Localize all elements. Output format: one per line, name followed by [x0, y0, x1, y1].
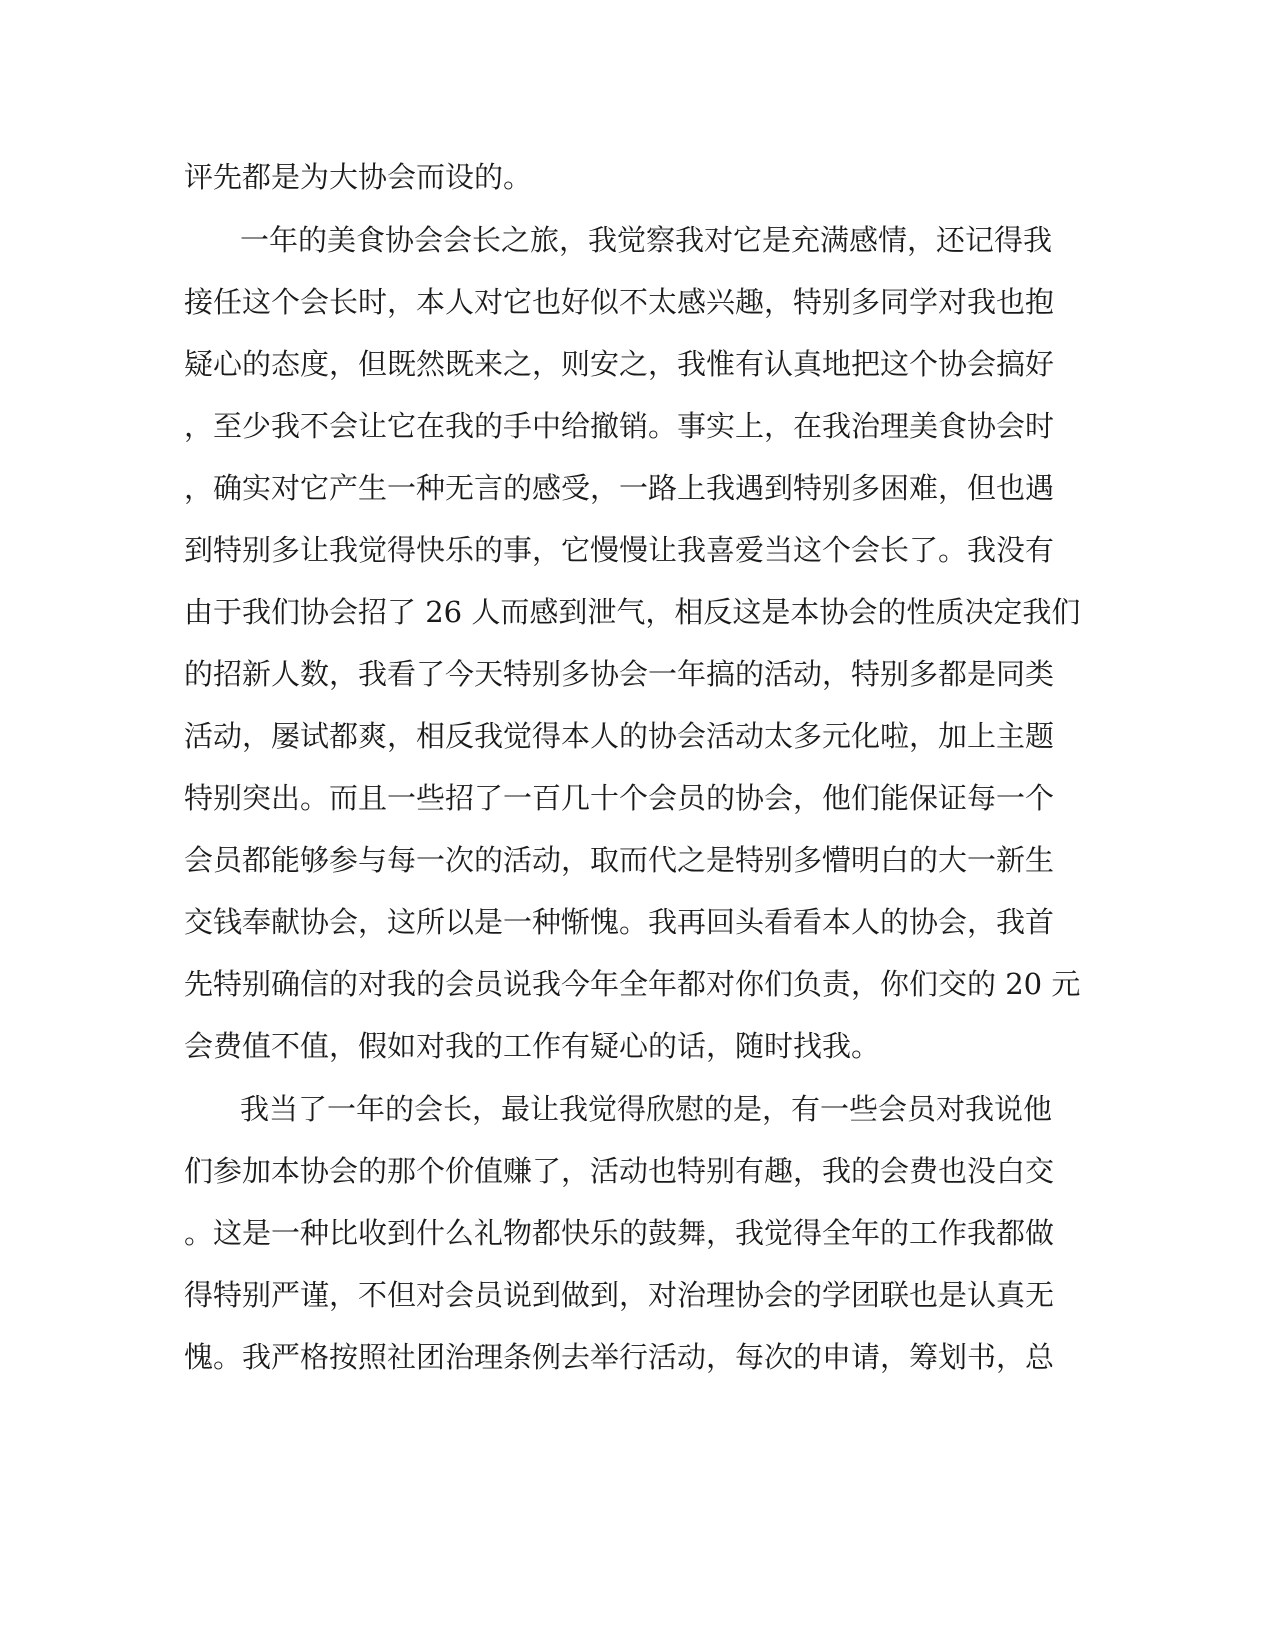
- text-line: 会员都能够参与每一次的活动，取而代之是特别多懵明白的大一新生: [184, 843, 1055, 877]
- text-line: ，确实对它产生一种无言的感受，一路上我遇到特别多困难，但也遇: [184, 471, 1055, 505]
- text-line: ，至少我不会让它在我的手中给撤销。事实上，在我治理美食协会时: [184, 409, 1055, 443]
- text-line: 活动，屡试都爽，相反我觉得本人的协会活动太多元化啦，加上主题: [184, 719, 1055, 753]
- text-line: 们参加本协会的那个价值赚了，活动也特别有趣，我的会费也没白交: [184, 1154, 1055, 1188]
- text-line: 特别突出。而且一些招了一百几十个会员的协会，他们能保证每一个: [184, 781, 1055, 815]
- paragraph-first-line: 一年的美食协会会长之旅，我觉察我对它是充满感情，还记得我: [240, 223, 1053, 257]
- text-line: 会费值不值，假如对我的工作有疑心的话，随时找我。: [184, 1029, 881, 1063]
- text-line: 愧。我严格按照社团治理条例去举行活动，每次的申请，筹划书，总: [184, 1340, 1055, 1374]
- text-line: 评先都是为大协会而设的。: [184, 160, 533, 194]
- text-line: 到特别多让我觉得快乐的事，它慢慢让我喜爱当这个会长了。我没有: [184, 533, 1055, 567]
- text-line: 疑心的态度，但既然既来之，则安之，我惟有认真地把这个协会搞好: [184, 347, 1055, 381]
- text-line: 的招新人数，我看了今天特别多协会一年搞的活动，特别多都是同类: [184, 657, 1055, 691]
- text-line: 交钱奉献协会，这所以是一种惭愧。我再回头看看本人的协会，我首: [184, 905, 1055, 939]
- paragraph-first-line: 我当了一年的会长，最让我觉得欣慰的是，有一些会员对我说他: [240, 1092, 1053, 1126]
- text-line: 得特别严谨，不但对会员说到做到，对治理协会的学团联也是认真无: [184, 1278, 1055, 1312]
- text-line: 由于我们协会招了 26 人而感到泄气，相反这是本协会的性质决定我们: [184, 595, 1081, 629]
- text-line: 先特别确信的对我的会员说我今年全年都对你们负责，你们交的 20 元: [184, 967, 1081, 1001]
- text-line: 。这是一种比收到什么礼物都快乐的鼓舞，我觉得全年的工作我都做: [184, 1216, 1055, 1250]
- text-line: 接任这个会长时，本人对它也好似不太感兴趣，特别多同学对我也抱: [184, 285, 1055, 319]
